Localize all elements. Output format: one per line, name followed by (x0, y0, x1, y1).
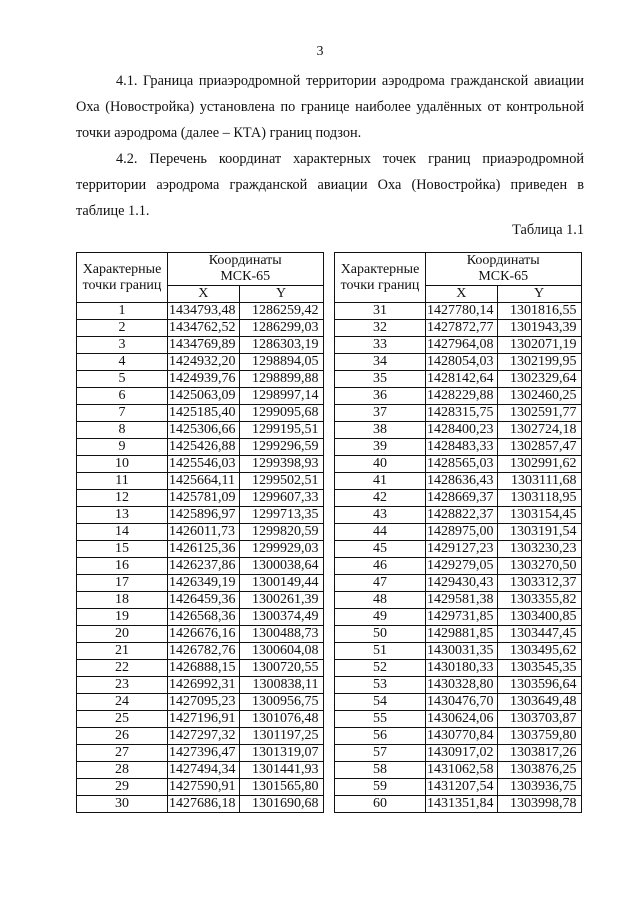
x-coordinate-cell: 1427686,18 (168, 796, 240, 813)
x-coordinate-cell: 1424939,76 (168, 371, 240, 388)
table-row (77, 473, 324, 490)
point-number-cell: 38 (335, 422, 426, 439)
point-number-cell: 33 (335, 337, 426, 354)
table-row (335, 439, 582, 456)
point-number-cell: 40 (335, 456, 426, 473)
y-coordinate-cell: 1303703,87 (497, 711, 581, 728)
x-coordinate-cell: 1428669,37 (426, 490, 498, 507)
y-coordinate-cell: 1303817,26 (497, 745, 581, 762)
table-row (77, 779, 324, 796)
point-number-cell: 50 (335, 626, 426, 643)
point-number-cell: 57 (335, 745, 426, 762)
x-coordinate-cell: 1430917,02 (426, 745, 498, 762)
point-number-cell: 55 (335, 711, 426, 728)
table-row (77, 796, 324, 813)
header-coordinates (168, 253, 324, 286)
point-number-cell: 20 (77, 626, 168, 643)
y-coordinate-cell: 1302199,95 (497, 354, 581, 371)
y-coordinate-cell: 1300261,39 (239, 592, 323, 609)
point-number-cell: 48 (335, 592, 426, 609)
point-number-cell: 30 (77, 796, 168, 813)
y-coordinate-cell: 1300488,73 (239, 626, 323, 643)
y-coordinate-cell: 1301565,80 (239, 779, 323, 796)
x-coordinate-cell: 1426011,73 (168, 524, 240, 541)
point-number-cell: 36 (335, 388, 426, 405)
x-coordinate-cell: 1431062,58 (426, 762, 498, 779)
x-coordinate-cell: 1426125,36 (168, 541, 240, 558)
y-coordinate-cell: 1303118,95 (497, 490, 581, 507)
x-coordinate-cell: 1426888,15 (168, 660, 240, 677)
x-coordinate-cell: 1428483,33 (426, 439, 498, 456)
y-coordinate-cell: 1298899,88 (239, 371, 323, 388)
x-coordinate-cell: 1427297,32 (168, 728, 240, 745)
point-number-cell: 9 (77, 439, 168, 456)
table-row (77, 439, 324, 456)
header-coordinates-line2: МСК-65 (220, 269, 271, 284)
y-coordinate-cell: 1301943,39 (497, 320, 581, 337)
point-number-cell: 37 (335, 405, 426, 422)
x-coordinate-cell: 1427872,77 (426, 320, 498, 337)
y-coordinate-cell: 1303759,80 (497, 728, 581, 745)
y-coordinate-cell: 1301076,48 (239, 711, 323, 728)
x-coordinate-cell: 1427396,47 (168, 745, 240, 762)
x-coordinate-cell: 1429430,43 (426, 575, 498, 592)
x-coordinate-cell: 1430476,70 (426, 694, 498, 711)
y-coordinate-cell: 1300149,44 (239, 575, 323, 592)
y-coordinate-cell: 1303876,25 (497, 762, 581, 779)
table-row (335, 524, 582, 541)
y-coordinate-cell: 1303545,35 (497, 660, 581, 677)
y-coordinate-cell: 1301816,55 (497, 303, 581, 320)
point-number-cell: 31 (335, 303, 426, 320)
point-number-cell: 10 (77, 456, 168, 473)
y-coordinate-cell: 1298997,14 (239, 388, 323, 405)
y-coordinate-cell: 1302724,18 (497, 422, 581, 439)
x-coordinate-cell: 1425546,03 (168, 456, 240, 473)
x-coordinate-cell: 1426676,16 (168, 626, 240, 643)
point-number-cell: 28 (77, 762, 168, 779)
y-coordinate-cell: 1299607,33 (239, 490, 323, 507)
x-coordinate-cell: 1429731,85 (426, 609, 498, 626)
x-coordinate-cell: 1426992,31 (168, 677, 240, 694)
y-coordinate-cell: 1300374,49 (239, 609, 323, 626)
point-number-cell: 59 (335, 779, 426, 796)
x-coordinate-cell: 1427196,91 (168, 711, 240, 728)
point-number-cell: 8 (77, 422, 168, 439)
y-coordinate-cell: 1303495,62 (497, 643, 581, 660)
point-number-cell: 16 (77, 558, 168, 575)
x-coordinate-cell: 1431351,84 (426, 796, 498, 813)
table-row (77, 388, 324, 405)
point-number-cell: 39 (335, 439, 426, 456)
header-coordinates-line1: Координаты (208, 253, 282, 268)
table-row (77, 677, 324, 694)
y-coordinate-cell: 1299296,59 (239, 439, 323, 456)
y-coordinate-cell: 1301319,07 (239, 745, 323, 762)
point-number-cell: 1 (77, 303, 168, 320)
y-coordinate-cell: 1303400,85 (497, 609, 581, 626)
table-row (335, 796, 582, 813)
x-coordinate-cell: 1428054,03 (426, 354, 498, 371)
y-coordinate-cell: 1299713,35 (239, 507, 323, 524)
table-row (335, 507, 582, 524)
y-coordinate-cell: 1300720,55 (239, 660, 323, 677)
table-row (335, 677, 582, 694)
point-number-cell: 22 (77, 660, 168, 677)
y-coordinate-cell: 1303230,23 (497, 541, 581, 558)
table-row (77, 762, 324, 779)
x-coordinate-cell: 1430624,06 (426, 711, 498, 728)
x-coordinate-cell: 1434762,52 (168, 320, 240, 337)
table-row (77, 371, 324, 388)
x-coordinate-cell: 1431207,54 (426, 779, 498, 796)
table-row (77, 507, 324, 524)
y-coordinate-cell: 1302071,19 (497, 337, 581, 354)
table-row (77, 609, 324, 626)
page-number: 3 (316, 44, 324, 59)
point-number-cell: 5 (77, 371, 168, 388)
header-coordinates-line1: Координаты (466, 253, 540, 268)
table-row (77, 490, 324, 507)
x-coordinate-cell: 1434793,48 (168, 303, 240, 320)
x-coordinate-cell: 1428975,00 (426, 524, 498, 541)
y-coordinate-cell: 1303154,45 (497, 507, 581, 524)
table-row (335, 592, 582, 609)
y-coordinate-cell: 1299929,03 (239, 541, 323, 558)
y-coordinate-cell: 1299095,68 (239, 405, 323, 422)
y-coordinate-cell: 1300838,11 (239, 677, 323, 694)
table-row (335, 456, 582, 473)
x-coordinate-cell: 1426782,76 (168, 643, 240, 660)
table-row (77, 745, 324, 762)
y-coordinate-cell: 1302857,47 (497, 439, 581, 456)
y-coordinate-cell: 1303111,68 (497, 473, 581, 490)
point-number-cell: 6 (77, 388, 168, 405)
table-row (335, 388, 582, 405)
x-coordinate-cell: 1424932,20 (168, 354, 240, 371)
table-row (77, 643, 324, 660)
point-number-cell: 23 (77, 677, 168, 694)
header-points: Характерные точки границ (77, 253, 168, 303)
table-row (335, 337, 582, 354)
point-number-cell: 60 (335, 796, 426, 813)
point-number-cell: 58 (335, 762, 426, 779)
y-coordinate-cell: 1303998,78 (497, 796, 581, 813)
coordinates-table-right (334, 252, 582, 813)
table-row (335, 405, 582, 422)
y-coordinate-cell: 1301441,93 (239, 762, 323, 779)
y-coordinate-cell: 1286299,03 (239, 320, 323, 337)
header-coordinates-line2: МСК-65 (478, 269, 529, 284)
y-coordinate-cell: 1302460,25 (497, 388, 581, 405)
table-row (335, 422, 582, 439)
point-number-cell: 35 (335, 371, 426, 388)
y-coordinate-cell: 1300956,75 (239, 694, 323, 711)
y-coordinate-cell: 1299820,59 (239, 524, 323, 541)
x-coordinate-cell: 1428142,64 (426, 371, 498, 388)
y-coordinate-cell: 1303649,48 (497, 694, 581, 711)
x-coordinate-cell: 1429581,38 (426, 592, 498, 609)
x-coordinate-cell: 1428400,23 (426, 422, 498, 439)
x-coordinate-cell: 1428229,88 (426, 388, 498, 405)
table-row (335, 354, 582, 371)
point-number-cell: 19 (77, 609, 168, 626)
y-coordinate-cell: 1301690,68 (239, 796, 323, 813)
x-coordinate-cell: 1426349,19 (168, 575, 240, 592)
y-coordinate-cell: 1299398,93 (239, 456, 323, 473)
point-number-cell: 43 (335, 507, 426, 524)
x-coordinate-cell: 1430770,84 (426, 728, 498, 745)
y-coordinate-cell: 1300038,64 (239, 558, 323, 575)
y-coordinate-cell: 1300604,08 (239, 643, 323, 660)
table-row (335, 762, 582, 779)
point-number-cell: 14 (77, 524, 168, 541)
y-coordinate-cell: 1302991,62 (497, 456, 581, 473)
x-coordinate-cell: 1427780,14 (426, 303, 498, 320)
table-row (335, 609, 582, 626)
x-coordinate-cell: 1429279,05 (426, 558, 498, 575)
table-row (77, 405, 324, 422)
point-number-cell: 3 (77, 337, 168, 354)
y-coordinate-cell: 1303191,54 (497, 524, 581, 541)
table-row (335, 643, 582, 660)
point-number-cell: 56 (335, 728, 426, 745)
header-points: Характерные точки границ (335, 253, 426, 303)
point-number-cell: 13 (77, 507, 168, 524)
point-number-cell: 52 (335, 660, 426, 677)
table-row (335, 626, 582, 643)
table-row (335, 575, 582, 592)
point-number-cell: 34 (335, 354, 426, 371)
y-coordinate-cell: 1298894,05 (239, 354, 323, 371)
y-coordinate-cell: 1299195,51 (239, 422, 323, 439)
point-number-cell: 44 (335, 524, 426, 541)
y-coordinate-cell: 1302329,64 (497, 371, 581, 388)
table-row (77, 354, 324, 371)
y-coordinate-cell: 1303596,64 (497, 677, 581, 694)
x-coordinate-cell: 1430031,35 (426, 643, 498, 660)
table-caption: Таблица 1.1 (512, 222, 584, 238)
point-number-cell: 21 (77, 643, 168, 660)
x-coordinate-cell: 1427964,08 (426, 337, 498, 354)
x-coordinate-cell: 1429127,23 (426, 541, 498, 558)
x-coordinate-cell: 1430180,33 (426, 660, 498, 677)
table-row (77, 558, 324, 575)
table-row (335, 558, 582, 575)
point-number-cell: 49 (335, 609, 426, 626)
header-coordinates (426, 253, 582, 286)
x-coordinate-cell: 1427095,23 (168, 694, 240, 711)
table-row (335, 728, 582, 745)
table-row (335, 541, 582, 558)
y-coordinate-cell: 1303270,50 (497, 558, 581, 575)
y-coordinate-cell: 1303312,37 (497, 575, 581, 592)
table-row (77, 660, 324, 677)
table-row (77, 711, 324, 728)
table-row (335, 371, 582, 388)
table-row (335, 303, 582, 320)
y-coordinate-cell: 1303447,45 (497, 626, 581, 643)
table-row (77, 541, 324, 558)
point-number-cell: 32 (335, 320, 426, 337)
paragraph-4-2: 4.2. Перечень координат характерных точек границ приаэродромной территории аэродрома гражданской авиации Оха (Новостройка) приведен в таблице 1.1. (76, 151, 584, 219)
point-number-cell: 15 (77, 541, 168, 558)
point-number-cell: 42 (335, 490, 426, 507)
header-y: Y (497, 286, 581, 303)
x-coordinate-cell: 1425896,97 (168, 507, 240, 524)
x-coordinate-cell: 1426459,36 (168, 592, 240, 609)
x-coordinate-cell: 1426237,86 (168, 558, 240, 575)
x-coordinate-cell: 1428315,75 (426, 405, 498, 422)
y-coordinate-cell: 1303936,75 (497, 779, 581, 796)
point-number-cell: 24 (77, 694, 168, 711)
x-coordinate-cell: 1430328,80 (426, 677, 498, 694)
point-number-cell: 12 (77, 490, 168, 507)
table-row (77, 728, 324, 745)
header-x: X (426, 286, 498, 303)
table-row (77, 592, 324, 609)
x-coordinate-cell: 1425063,09 (168, 388, 240, 405)
point-number-cell: 17 (77, 575, 168, 592)
y-coordinate-cell: 1302591,77 (497, 405, 581, 422)
x-coordinate-cell: 1428822,37 (426, 507, 498, 524)
table-row (335, 660, 582, 677)
table-row (77, 320, 324, 337)
point-number-cell: 7 (77, 405, 168, 422)
table-row (77, 337, 324, 354)
header-y: Y (239, 286, 323, 303)
point-number-cell: 51 (335, 643, 426, 660)
table-row (335, 473, 582, 490)
point-number-cell: 25 (77, 711, 168, 728)
point-number-cell: 54 (335, 694, 426, 711)
point-number-cell: 11 (77, 473, 168, 490)
table-row (335, 490, 582, 507)
coordinates-table-left (76, 252, 324, 813)
x-coordinate-cell: 1428636,43 (426, 473, 498, 490)
point-number-cell: 29 (77, 779, 168, 796)
x-coordinate-cell: 1427494,34 (168, 762, 240, 779)
point-number-cell: 4 (77, 354, 168, 371)
x-coordinate-cell: 1427590,91 (168, 779, 240, 796)
table-row (335, 745, 582, 762)
table-row (335, 694, 582, 711)
paragraph-4-1: 4.1. Граница приаэродромной территории аэродрома гражданской авиации Оха (Новостройка) установлена по границе наиболее удалённых от контрольной точки аэродрома (далее – КТА) границ подзон. (76, 73, 584, 141)
table-row (77, 422, 324, 439)
table-row (77, 694, 324, 711)
table-row (77, 524, 324, 541)
table-row (77, 626, 324, 643)
x-coordinate-cell: 1434769,89 (168, 337, 240, 354)
table-row (77, 303, 324, 320)
table-row (335, 320, 582, 337)
x-coordinate-cell: 1425426,88 (168, 439, 240, 456)
table-row (335, 779, 582, 796)
point-number-cell: 41 (335, 473, 426, 490)
point-number-cell: 26 (77, 728, 168, 745)
x-coordinate-cell: 1425664,11 (168, 473, 240, 490)
y-coordinate-cell: 1286259,42 (239, 303, 323, 320)
y-coordinate-cell: 1301197,25 (239, 728, 323, 745)
x-coordinate-cell: 1428565,03 (426, 456, 498, 473)
point-number-cell: 18 (77, 592, 168, 609)
table-row (77, 575, 324, 592)
y-coordinate-cell: 1286303,19 (239, 337, 323, 354)
point-number-cell: 53 (335, 677, 426, 694)
x-coordinate-cell: 1425781,09 (168, 490, 240, 507)
point-number-cell: 46 (335, 558, 426, 575)
x-coordinate-cell: 1425306,66 (168, 422, 240, 439)
point-number-cell: 27 (77, 745, 168, 762)
table-row (335, 711, 582, 728)
point-number-cell: 47 (335, 575, 426, 592)
point-number-cell: 45 (335, 541, 426, 558)
table-row (77, 456, 324, 473)
header-x: X (168, 286, 240, 303)
y-coordinate-cell: 1303355,82 (497, 592, 581, 609)
x-coordinate-cell: 1429881,85 (426, 626, 498, 643)
y-coordinate-cell: 1299502,51 (239, 473, 323, 490)
x-coordinate-cell: 1426568,36 (168, 609, 240, 626)
point-number-cell: 2 (77, 320, 168, 337)
x-coordinate-cell: 1425185,40 (168, 405, 240, 422)
